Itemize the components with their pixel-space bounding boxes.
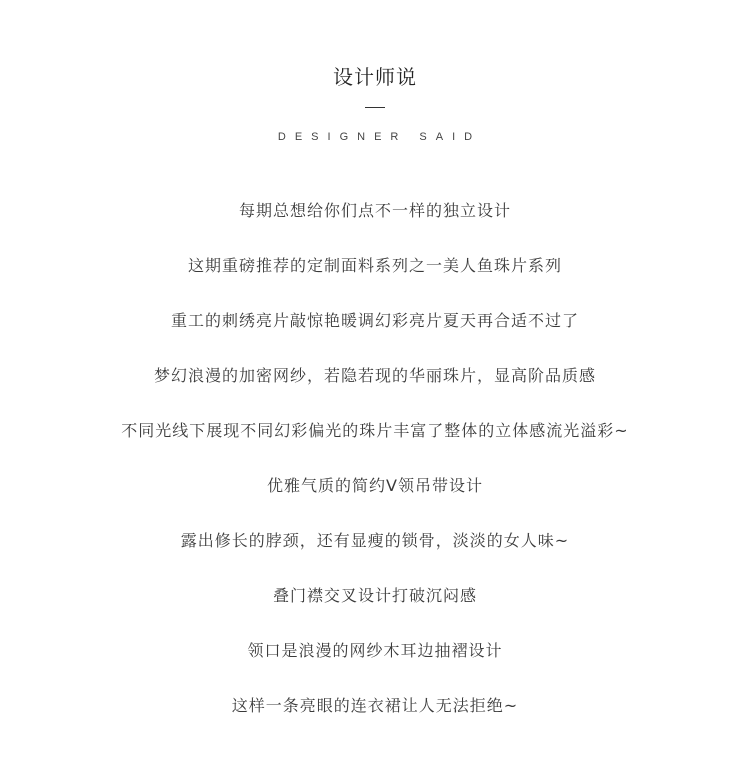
description-line: 每期总想给你们点不一样的独立设计 bbox=[238, 201, 511, 220]
description-line: 这期重磅推荐的定制面料系列之一美人鱼珠片系列 bbox=[187, 256, 562, 275]
description-line: 这样一条亮眼的连衣裙让人无法拒绝~ bbox=[231, 696, 519, 715]
section-subtitle: DESIGNER SAID bbox=[277, 131, 482, 143]
description-line: 不同光线下展现不同幻彩偏光的珠片丰富了整体的立体感流光溢彩~ bbox=[121, 421, 629, 440]
description-line: 领口是浪漫的网纱木耳边抽褶设计 bbox=[247, 641, 503, 660]
title-divider bbox=[365, 107, 385, 108]
description-lines bbox=[0, 198, 750, 748]
description-line: 梦幻浪漫的加密网纱，若隐若现的华丽珠片，显高阶品质感 bbox=[153, 366, 596, 385]
section-title: 设计师说 bbox=[333, 65, 417, 89]
description-line: 露出修长的脖颈，还有显瘦的锁骨，淡淡的女人味~ bbox=[180, 531, 570, 550]
description-line: 叠门襟交叉设计打破沉闷感 bbox=[272, 586, 477, 605]
description-line: 优雅气质的简约V领吊带设计 bbox=[267, 476, 483, 495]
description-line: 重工的刺绣亮片敲惊艳暖调幻彩亮片夏天再合适不过了 bbox=[170, 311, 579, 330]
